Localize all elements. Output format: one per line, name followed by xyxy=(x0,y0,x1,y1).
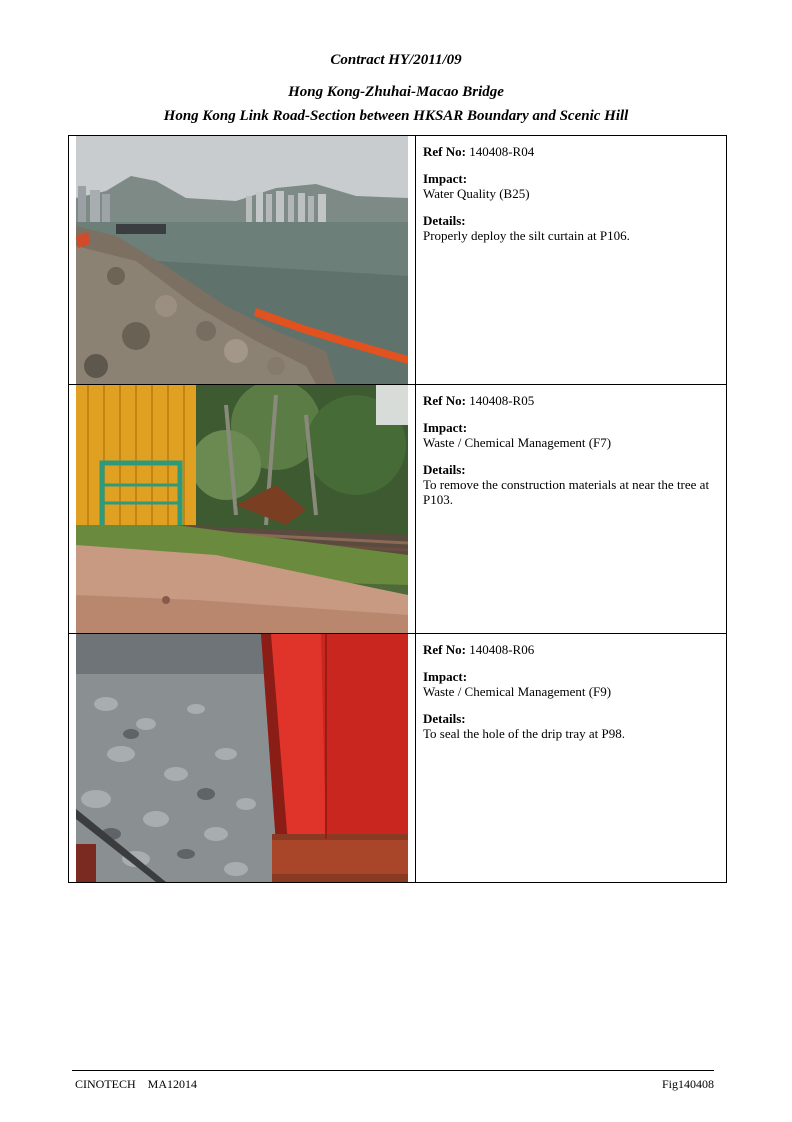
record-details-cell xyxy=(416,634,727,883)
details-label: Details: xyxy=(423,462,466,477)
table-row xyxy=(69,136,727,385)
impact-value: Water Quality (B25) xyxy=(423,186,530,201)
record-details-cell xyxy=(416,136,727,385)
impact-label: Impact: xyxy=(423,420,468,435)
ref-line xyxy=(423,144,720,159)
ref-number: 140408-R05 xyxy=(469,393,535,408)
table-row xyxy=(69,385,727,634)
details-value: To remove the construction materials at near the tree at P103. xyxy=(423,477,710,507)
ref-line xyxy=(423,642,720,657)
ref-label: Ref No: xyxy=(423,144,466,159)
photo-cell xyxy=(69,634,416,883)
footer-company: CINOTECH MA12014 xyxy=(75,1077,197,1091)
photo-construction-materials-near-tree xyxy=(76,385,408,633)
ref-number: 140408-R06 xyxy=(469,642,535,657)
photo-drip-tray-hole xyxy=(76,634,408,882)
impact-label: Impact: xyxy=(423,669,468,684)
details-value: Properly deploy the silt curtain at P106. xyxy=(423,228,630,243)
photo-shoreline-silt-curtain xyxy=(76,136,408,384)
impact-label: Impact: xyxy=(423,171,468,186)
table-row xyxy=(69,634,727,883)
ref-number: 140408-R04 xyxy=(469,144,535,159)
section-title: Hong Kong Link Road-Section between HKSAR Boundary and Scenic Hill xyxy=(163,108,629,124)
ref-label: Ref No: xyxy=(423,393,466,408)
ref-line xyxy=(423,393,720,408)
details-label: Details: xyxy=(423,711,466,726)
footer-divider xyxy=(72,1070,714,1071)
details-label: Details: xyxy=(423,213,466,228)
photo-cell xyxy=(69,385,416,634)
details-value: To seal the hole of the drip tray at P98. xyxy=(423,726,625,741)
record-details-cell xyxy=(416,385,727,634)
photo-cell xyxy=(69,136,416,385)
ref-label: Ref No: xyxy=(423,642,466,657)
contract-title: Contract HY/2011/09 xyxy=(330,52,462,68)
impact-value: Waste / Chemical Management (F9) xyxy=(423,684,612,699)
impact-value: Waste / Chemical Management (F7) xyxy=(423,435,612,450)
project-title: Hong Kong-Zhuhai-Macao Bridge xyxy=(288,84,504,100)
footer-figure-number: Fig140408 xyxy=(661,1077,714,1091)
observation-table xyxy=(68,135,727,883)
